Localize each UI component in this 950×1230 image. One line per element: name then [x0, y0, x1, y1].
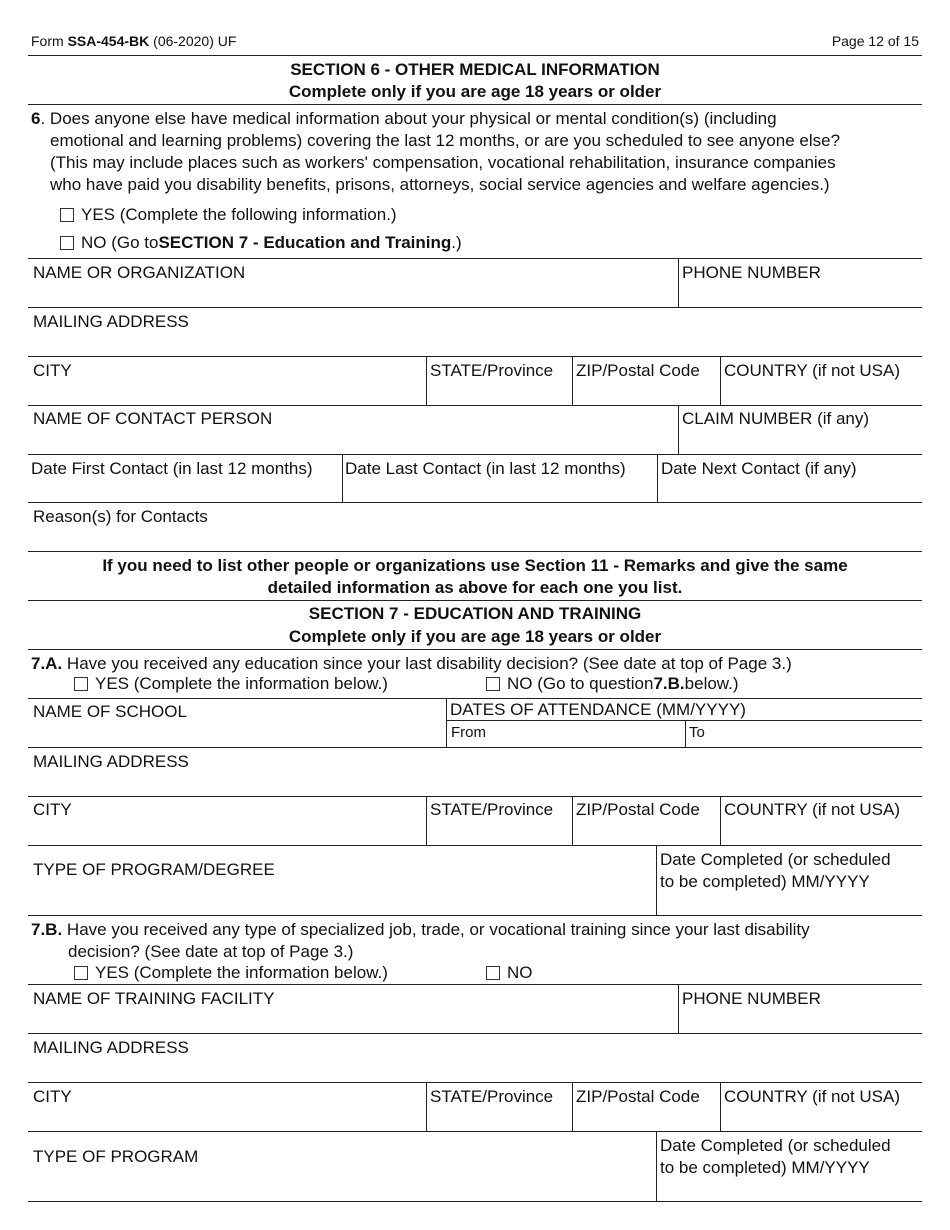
s6-reasons-label: Reason(s) for Contacts	[33, 507, 208, 526]
divider	[342, 454, 343, 502]
divider	[28, 796, 922, 797]
divider	[28, 502, 922, 503]
divider	[720, 356, 721, 405]
divider	[28, 649, 922, 650]
school-dates-label: DATES OF ATTENDANCE (MM/YYYY)	[450, 700, 746, 719]
divider	[678, 984, 679, 1033]
training-completed-line2: to be completed) MM/YYYY	[660, 1158, 870, 1177]
school-to-label: To	[689, 724, 705, 741]
divider	[28, 258, 922, 259]
school-completed-line1: Date Completed (or scheduled	[660, 850, 891, 869]
divider	[28, 454, 922, 455]
divider	[720, 796, 721, 845]
q7b-no-option[interactable]: NO	[486, 962, 533, 983]
training-program-label: TYPE OF PROGRAM	[33, 1147, 199, 1166]
q6-yes-checkbox[interactable]	[60, 208, 74, 222]
section6-subtitle: Complete only if you are age 18 years or older	[288, 82, 662, 101]
divider	[28, 551, 922, 552]
divider	[28, 984, 922, 985]
divider	[426, 796, 427, 845]
s6-name-org-label: NAME OR ORGANIZATION	[33, 263, 246, 282]
school-mailing-label: MAILING ADDRESS	[33, 752, 189, 771]
q7a-yes-checkbox[interactable]	[74, 677, 88, 691]
q6-no-option[interactable]: NO (Go to SECTION 7 - Education and Training .)	[60, 232, 462, 253]
divider	[572, 796, 573, 845]
school-completed-line2: to be completed) MM/YYYY	[660, 872, 870, 891]
divider	[28, 356, 922, 357]
divider	[28, 747, 922, 748]
school-name-label: NAME OF SCHOOL	[33, 702, 187, 721]
s6-city-label: CITY	[33, 361, 72, 380]
question-7b-line2: decision? (See date at top of Page 3.)	[68, 942, 354, 961]
section6-title: SECTION 6 - OTHER MEDICAL INFORMATION	[290, 60, 660, 79]
s6-next-contact-label: Date Next Contact (if any)	[661, 459, 857, 478]
divider	[28, 1131, 922, 1132]
divider	[426, 356, 427, 405]
form-id: Form SSA-454-BK (06-2020) UF	[31, 33, 237, 49]
divider	[446, 698, 447, 747]
question-6-line2: emotional and learning problems) covering the last 12 months, or are you scheduled to see anyone else?	[50, 131, 841, 150]
school-country-label: COUNTRY (if not USA)	[724, 800, 901, 819]
training-phone-label: PHONE NUMBER	[682, 989, 821, 1008]
s6-first-contact-label: Date First Contact (in last 12 months)	[31, 459, 313, 478]
question-6-line4: who have paid you disability benefits, prisons, attorneys, social service agencies and welfare agencies.)	[50, 175, 830, 194]
school-program-label: TYPE OF PROGRAM/DEGREE	[33, 860, 275, 879]
q6-yes-option[interactable]: YES (Complete the following information.)	[60, 204, 397, 225]
divider	[28, 104, 922, 105]
training-zip-label: ZIP/Postal Code	[576, 1087, 700, 1106]
divider	[720, 1082, 721, 1131]
training-mailing-label: MAILING ADDRESS	[33, 1038, 189, 1057]
q7a-no-option[interactable]: NO (Go to question 7.B. below.)	[486, 673, 739, 694]
school-zip-label: ZIP/Postal Code	[576, 800, 700, 819]
section7-title: SECTION 7 - EDUCATION AND TRAINING	[308, 604, 642, 623]
divider	[28, 1201, 922, 1202]
s6-contact-label: NAME OF CONTACT PERSON	[33, 409, 273, 428]
divider	[28, 600, 922, 601]
school-state-label: STATE/Province	[430, 800, 554, 819]
school-city-label: CITY	[33, 800, 72, 819]
s6-last-contact-label: Date Last Contact (in last 12 months)	[345, 459, 626, 478]
question-7b-line1: 7.B. Have you received any type of specialized job, trade, or vocational training since your last disability	[31, 920, 810, 939]
divider	[678, 405, 679, 454]
divider	[28, 845, 922, 846]
training-name-label: NAME OF TRAINING FACILITY	[33, 989, 275, 1008]
s6-zip-label: ZIP/Postal Code	[576, 361, 700, 380]
q7b-no-checkbox[interactable]	[486, 966, 500, 980]
question-6-line1: 6. Does anyone else have medical information about your physical or mental condition(s) (including	[31, 109, 777, 128]
form-code: SSA-454-BK	[67, 33, 150, 49]
s6-phone-label: PHONE NUMBER	[682, 263, 821, 282]
q7b-yes-option[interactable]: YES (Complete the information below.)	[74, 962, 388, 983]
divider	[426, 1082, 427, 1131]
q7a-no-checkbox[interactable]	[486, 677, 500, 691]
divider	[572, 1082, 573, 1131]
training-city-label: CITY	[33, 1087, 72, 1106]
divider	[28, 307, 922, 308]
question-6-line3: (This may include places such as workers' compensation, vocational rehabilitation, insurance companies	[50, 153, 836, 172]
divider	[678, 258, 679, 307]
divider	[685, 720, 686, 747]
training-completed-line1: Date Completed (or scheduled	[660, 1136, 891, 1155]
divider	[28, 1082, 922, 1083]
training-country-label: COUNTRY (if not USA)	[724, 1087, 901, 1106]
s6-claim-label: CLAIM NUMBER (if any)	[682, 409, 870, 428]
q7a-yes-option[interactable]: YES (Complete the information below.)	[74, 673, 388, 694]
divider	[28, 1033, 922, 1034]
header-rule	[28, 55, 922, 56]
divider	[572, 356, 573, 405]
s6-note-line2: detailed information as above for each one you list.	[267, 578, 683, 597]
s6-note-line1: If you need to list other people or organizations use Section 11 - Remarks and give the same	[102, 556, 848, 575]
divider	[446, 720, 922, 721]
s6-state-label: STATE/Province	[430, 361, 554, 380]
divider	[28, 915, 922, 916]
s6-mailing-label: MAILING ADDRESS	[33, 312, 189, 331]
q7b-yes-checkbox[interactable]	[74, 966, 88, 980]
section7-subtitle: Complete only if you are age 18 years or older	[288, 627, 662, 646]
page-number: Page 12 of 15	[831, 33, 919, 49]
divider	[657, 454, 658, 502]
school-from-label: From	[451, 724, 486, 741]
q6-no-checkbox[interactable]	[60, 236, 74, 250]
s6-country-label: COUNTRY (if not USA)	[724, 361, 901, 380]
divider	[28, 405, 922, 406]
divider	[656, 845, 657, 915]
question-7a: 7.A. Have you received any education since your last disability decision? (See date at top of Page 3.)	[31, 654, 792, 673]
divider	[656, 1131, 657, 1201]
training-state-label: STATE/Province	[430, 1087, 554, 1106]
